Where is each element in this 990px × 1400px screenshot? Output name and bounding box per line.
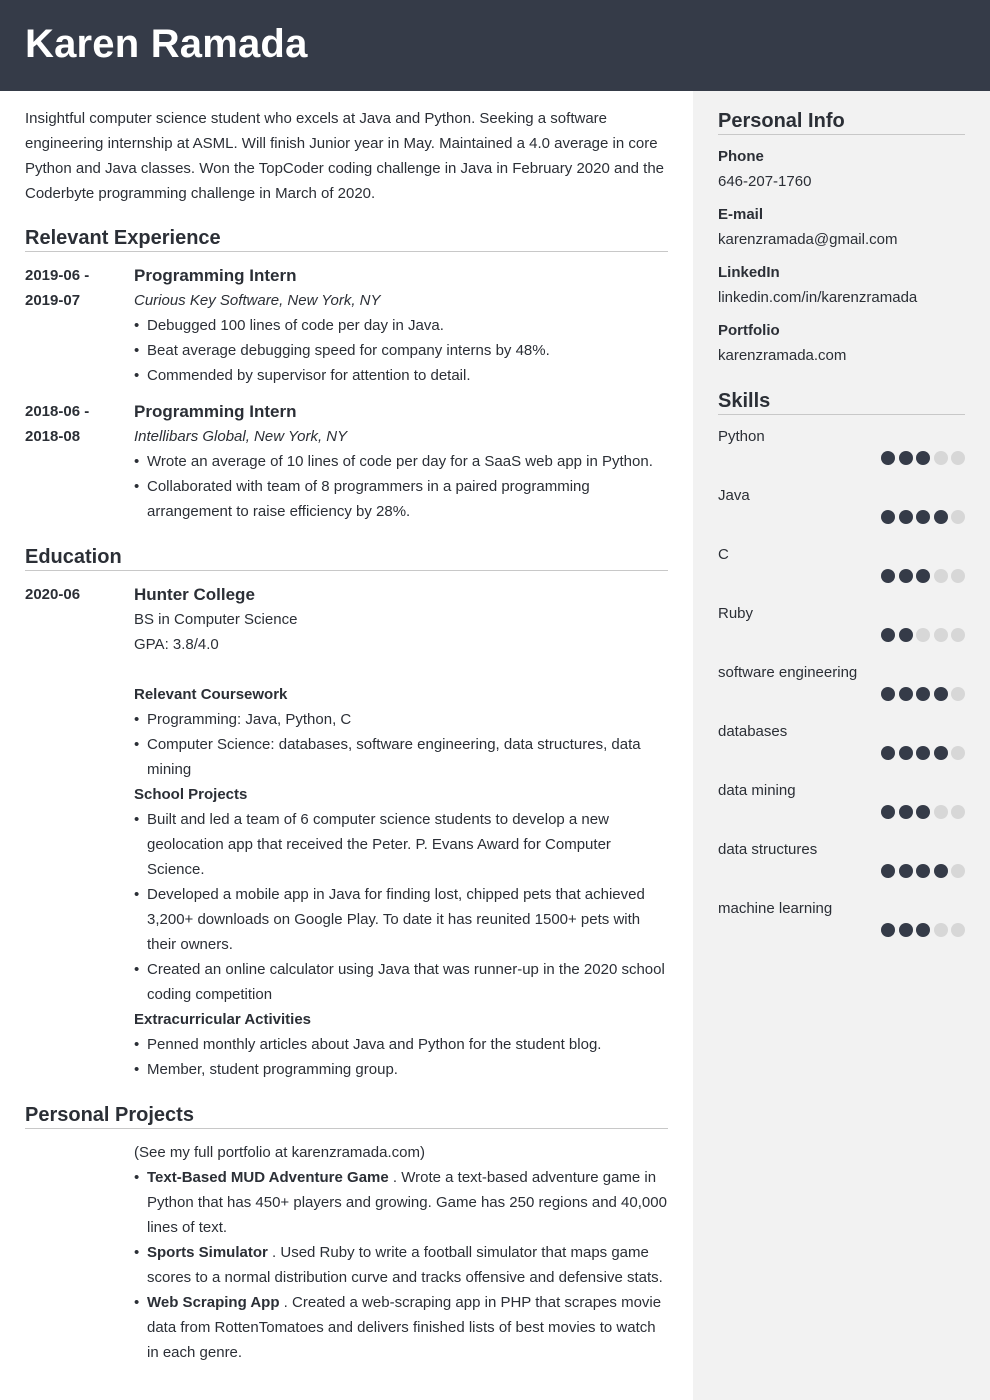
skill-name: data structures	[718, 841, 818, 858]
rating-dot-filled-icon	[934, 864, 948, 878]
rating-dot-filled-icon	[916, 687, 930, 701]
project-title: Text-Based MUD Adventure Game	[147, 1169, 389, 1186]
rating-dot-filled-icon	[916, 805, 930, 819]
rating-dot-empty-icon	[934, 569, 948, 583]
date-start: 2019-06 -	[25, 267, 90, 284]
list-item: • Developed a mobile app in Java for finding lost, chipped pets that achieved 3,200+ downloads on Google Play. To date it has reunited 1500+ pets with their owners.	[134, 882, 668, 957]
rating-dot-empty-icon	[951, 628, 965, 642]
list-item: • Built and led a team of 6 computer science students to develop a new geolocation app that received the Peter. P. Evans Award for Computer Science.	[134, 807, 668, 882]
skill-name: Java	[718, 487, 750, 504]
list-item: • Wrote an average of 10 lines of code per day for a SaaS web app in Python.	[134, 449, 668, 474]
skill-row	[718, 719, 965, 778]
skill-name: databases	[718, 723, 788, 740]
rating-dot-filled-icon	[899, 628, 913, 642]
skill-row	[718, 660, 965, 719]
skill-rating	[881, 510, 965, 524]
skill-row	[718, 896, 965, 955]
info-item-email	[718, 202, 965, 252]
list-item: • Programming: Java, Python, C	[134, 707, 668, 732]
rating-dot-filled-icon	[881, 687, 895, 701]
job-org: Intellibars Global, New York, NY	[134, 428, 348, 445]
job-role: Programming Intern	[134, 266, 297, 285]
skill-rating	[881, 687, 965, 701]
project-title: Web Scraping App	[147, 1294, 280, 1311]
skill-row	[718, 424, 965, 483]
rating-dot-filled-icon	[881, 805, 895, 819]
skills-list	[718, 424, 965, 955]
info-value: karenzramada.com	[718, 347, 847, 364]
list-item: • Collaborated with team of 8 programmers in a paired programming arrangement to raise efficiency by 28%.	[134, 474, 668, 524]
rating-dot-empty-icon	[951, 569, 965, 583]
skill-rating	[881, 451, 965, 465]
rating-dot-empty-icon	[951, 451, 965, 465]
rating-dot-filled-icon	[881, 864, 895, 878]
experience-date	[25, 399, 134, 524]
school-projects-list	[134, 807, 668, 1007]
rating-dot-filled-icon	[916, 864, 930, 878]
rating-dot-filled-icon	[934, 510, 948, 524]
personal-projects-list	[134, 1165, 668, 1365]
rating-dot-empty-icon	[934, 805, 948, 819]
info-label: LinkedIn	[718, 264, 780, 281]
skill-rating	[881, 805, 965, 819]
rating-dot-filled-icon	[899, 746, 913, 760]
list-item	[134, 1165, 668, 1240]
skill-name: software engineering	[718, 664, 858, 681]
personal-projects-entry	[25, 1140, 668, 1365]
rating-dot-empty-icon	[934, 923, 948, 937]
rating-dot-filled-icon	[899, 569, 913, 583]
date-end: 2018-08	[25, 428, 81, 445]
list-item: • Penned monthly articles about Java and Python for the student blog.	[134, 1032, 668, 1057]
extracurricular-heading: Extracurricular Activities	[134, 1011, 312, 1028]
experience-section-title: Relevant Experience	[25, 225, 668, 252]
list-item: • Computer Science: databases, software engineering, data structures, data mining	[134, 732, 668, 782]
rating-dot-empty-icon	[951, 510, 965, 524]
extracurricular-list	[134, 1032, 668, 1082]
rating-dot-filled-icon	[881, 628, 895, 642]
project-description: . Created a web-scraping app in PHP that scrapes movie data from RottenTomatoes and delivers finished lists of best movies to watch in each genre.	[147, 1294, 662, 1361]
list-item: • Created an online calculator using Java that was runner-up in the 2020 school coding competition	[134, 957, 668, 1007]
education-date: 2020-06	[25, 586, 81, 603]
experience-entry	[25, 399, 668, 524]
rating-dot-empty-icon	[951, 805, 965, 819]
skill-row	[718, 778, 965, 837]
info-item-portfolio	[718, 318, 965, 368]
rating-dot-empty-icon	[916, 628, 930, 642]
rating-dot-filled-icon	[881, 923, 895, 937]
skill-row	[718, 601, 965, 660]
rating-dot-empty-icon	[951, 746, 965, 760]
rating-dot-filled-icon	[881, 746, 895, 760]
rating-dot-empty-icon	[934, 451, 948, 465]
rating-dot-filled-icon	[899, 805, 913, 819]
list-item: • Commended by supervisor for attention to detail.	[134, 363, 668, 388]
skill-name: Ruby	[718, 605, 754, 622]
experience-date	[25, 263, 134, 388]
skill-name: machine learning	[718, 900, 833, 917]
rating-dot-filled-icon	[916, 746, 930, 760]
skill-rating	[881, 864, 965, 878]
info-value: karenzramada@gmail.com	[718, 231, 898, 248]
skill-rating	[881, 923, 965, 937]
rating-dot-empty-icon	[934, 628, 948, 642]
list-item	[134, 1290, 668, 1365]
rating-dot-filled-icon	[899, 923, 913, 937]
info-label: E-mail	[718, 206, 764, 223]
project-title: Sports Simulator	[147, 1244, 268, 1261]
gpa: GPA: 3.8/4.0	[134, 636, 219, 653]
list-item: • Member, student programming group.	[134, 1057, 668, 1082]
skill-row	[718, 483, 965, 542]
rating-dot-filled-icon	[899, 510, 913, 524]
skills-title: Skills	[718, 388, 965, 415]
header-banner	[0, 0, 990, 91]
portfolio-note: (See my full portfolio at karenzramada.com)	[134, 1144, 425, 1161]
info-item-linkedin	[718, 260, 965, 310]
degree: BS in Computer Science	[134, 611, 298, 628]
info-value: 646-207-1760	[718, 173, 812, 190]
skill-name: C	[718, 546, 729, 563]
personal-info-title: Personal Info	[718, 108, 965, 135]
coursework-list	[134, 707, 668, 782]
skill-name: data mining	[718, 782, 796, 799]
school-projects-heading: School Projects	[134, 786, 248, 803]
rating-dot-filled-icon	[916, 923, 930, 937]
school-name: Hunter College	[134, 585, 255, 604]
info-label: Phone	[718, 148, 764, 165]
list-item: • Debugged 100 lines of code per day in Java.	[134, 313, 668, 338]
rating-dot-filled-icon	[899, 864, 913, 878]
job-bullets	[134, 449, 668, 524]
main-column	[25, 106, 668, 1365]
coursework-heading: Relevant Coursework	[134, 686, 288, 703]
education-entry	[25, 582, 668, 1082]
rating-dot-empty-icon	[951, 923, 965, 937]
project-description: . Wrote a text-based adventure game in Python that has 450+ players and growing. Game has 250 regions and 40,000 lines of text.	[147, 1169, 667, 1236]
skill-rating	[881, 746, 965, 760]
rating-dot-filled-icon	[916, 510, 930, 524]
list-item: • Beat average debugging speed for company interns by 48%.	[134, 338, 668, 363]
rating-dot-filled-icon	[934, 746, 948, 760]
info-item-phone	[718, 144, 965, 194]
rating-dot-filled-icon	[899, 687, 913, 701]
date-end: 2019-07	[25, 292, 81, 309]
rating-dot-filled-icon	[934, 687, 948, 701]
experience-entry	[25, 263, 668, 388]
info-value: linkedin.com/in/karenzramada	[718, 289, 918, 306]
date-start: 2018-06 -	[25, 403, 90, 420]
job-bullets	[134, 313, 668, 388]
skill-rating	[881, 569, 965, 583]
skill-row	[718, 837, 965, 896]
rating-dot-filled-icon	[916, 451, 930, 465]
list-item	[134, 1240, 668, 1290]
skill-row	[718, 542, 965, 601]
rating-dot-empty-icon	[951, 864, 965, 878]
project-description: . Used Ruby to write a football simulator that maps game scores to a normal distribution curve and tracks offensive and defensive stats.	[147, 1244, 663, 1286]
rating-dot-filled-icon	[881, 510, 895, 524]
rating-dot-filled-icon	[916, 569, 930, 583]
personal-projects-section-title: Personal Projects	[25, 1102, 668, 1129]
job-role: Programming Intern	[134, 402, 297, 421]
rating-dot-empty-icon	[951, 687, 965, 701]
sidebar-column	[718, 108, 965, 955]
rating-dot-filled-icon	[881, 451, 895, 465]
info-label: Portfolio	[718, 322, 780, 339]
skill-rating	[881, 628, 965, 642]
candidate-name: Karen Ramada	[25, 22, 308, 66]
rating-dot-filled-icon	[899, 451, 913, 465]
skill-name: Python	[718, 428, 765, 445]
rating-dot-filled-icon	[881, 569, 895, 583]
job-org: Curious Key Software, New York, NY	[134, 292, 381, 309]
education-section-title: Education	[25, 544, 668, 571]
summary-text: Insightful computer science student who excels at Java and Python. Seeking a software engineering internship at ASML. Will finish Junior year in May. Maintained a 4.0 average in core Python and Java classes. Won the TopCoder coding challenge in Java in February 2020 and the Coderbyte programming challenge in March of 2020.	[25, 110, 665, 202]
